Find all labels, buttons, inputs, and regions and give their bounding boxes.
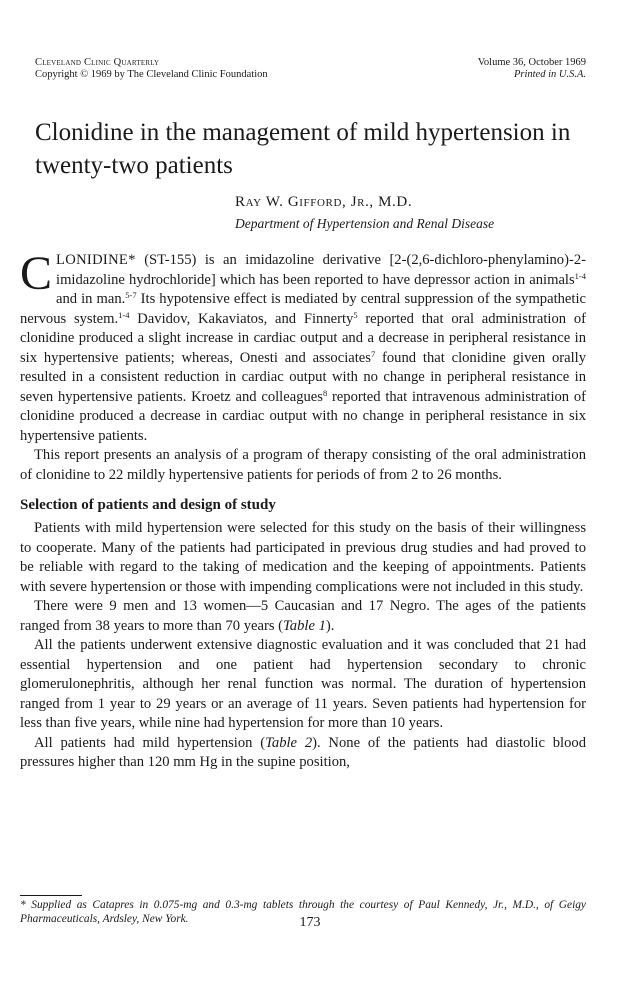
demographics-paragraph [20,597,586,636]
running-header-left [35,57,268,81]
intro-paragraph [20,247,586,446]
journal-name: Cleveland Clinic Quarterly [35,57,160,68]
reference-marker: 5 [353,309,358,320]
paragraph-text: There were 9 men and 13 women—5 Caucasian and 17 Negro. The ages of the patients ranged from 38 years to more than 70 years ( [20,598,586,634]
mild-hypertension-paragraph [20,734,586,773]
table-reference: Table 2 [265,734,313,751]
footnote: * Supplied as Catapres in 0.075-mg and 0.3-mg tablets through the courtesy of Paul Kennedy, Jr., M.D., of Geigy Pharmaceuticals, Ardsley, New York. [20,899,586,925]
reference-marker: 7 [370,348,376,359]
report-paragraph: This report presents an analysis of a program of therapy consisting of the oral administration of clonidine to 22 mildly hypertensive patients for periods of from 2 to 26 months. [20,447,586,483]
lead-word: LONIDINE* [56,252,136,268]
selection-paragraph: Patients with mild hypertension were selected for this study on the basis of their willingness to cooperate. Many of the patients had participated in previous drug studies and had proved to be reliable with regard to the taking of medication and the keeping of appointments. Patients with severe hypertension or those with impending complications were not included in this study. [20,520,586,595]
footnote-rule [20,895,82,896]
author-name: Ray W. Gifford, Jr., M.D. [235,194,413,210]
author-department: Department of Hypertension and Renal Disease [235,216,495,231]
intro-text: Davidov, Kakaviatos, and Finnerty [129,310,354,327]
intro-text: Its hypotensive effect is mediated by central suppression of the sympathetic nervous system. [20,291,586,327]
reference-marker: 5-7 [125,290,137,300]
article-title: Clonidine in the management of mild hypertension in twenty-two patients [35,119,571,179]
printed-line: Printed in U.S.A. [513,69,586,80]
reference-marker: 1-4 [118,309,130,320]
volume-line: Volume 36, October 1969 [477,57,586,68]
table-reference: Table 1 [283,617,326,634]
reference-marker: 8 [322,387,328,398]
article-body [20,247,586,773]
intro-text: (ST-155) is an imidazoline derivative [2-(2,6-dichloro-phenylamino)-2-imidazoline hydrochloride] which has been reported to have depressor action in animals [56,252,586,288]
running-header-right [478,57,586,81]
intro-text: reported that oral administration of clonidine produced a slight increase in cardiac output and a decrease in peripheral resistance in six hypertensive patients; whereas, Onesti and associates [20,310,586,366]
reference-marker: 1-4 [574,270,586,281]
intro-text: reported that intravenous administration of clonidine produced a decrease in cardiac output with no change in peripheral resistance in six hypertensive patients. [20,388,586,444]
copyright-line: Copyright © 1969 by The Cleveland Clinic Foundation [35,69,268,80]
paragraph-text: ). None of the patients had diastolic blood pressures higher than 120 mm Hg in the supine position, [20,734,586,770]
page-number: 173 [299,915,321,930]
drop-cap: C [20,247,53,300]
intro-text: found that clonidine given orally resulted in a consistent reduction in cardiac output with no change in peripheral resistance in seven hypertensive patients. Kroetz and colleagues [20,349,586,405]
intro-text: and in man. [56,291,126,307]
paragraph-text: ). [325,617,335,634]
evaluation-paragraph: All the patients underwent extensive diagnostic evaluation and it was concluded that 21 had essential hypertension and one patient had hypertension secondary to chronic glomerulonephritis, although her renal function was normal. The duration of hypertension ranged from 1 year to 29 years or an average of 11 years. Seven patients had hypertension for less than five years, while nine had hypertension for more than 10 years. [20,637,586,731]
paragraph-text: All patients had mild hypertension ( [34,734,266,751]
section-heading: Selection of patients and design of study [20,497,276,513]
